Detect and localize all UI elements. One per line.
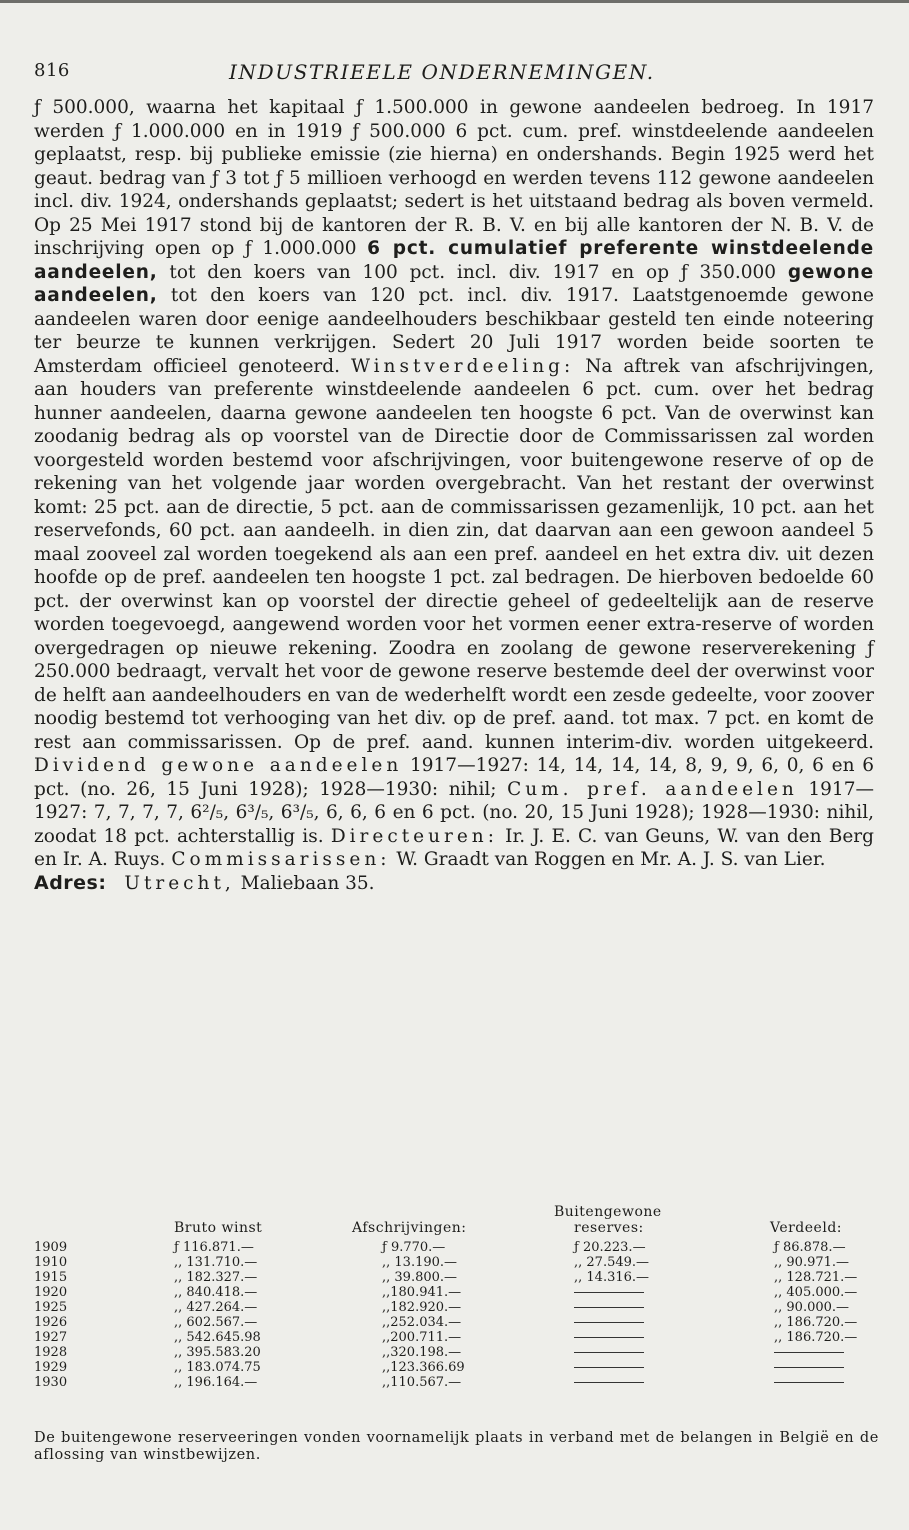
empty-dash: [774, 1367, 844, 1368]
bold-pref-shares: 6 pct. cumulatief preferente winstdeelende aandeelen,: [34, 238, 874, 283]
label-dividend: Dividend gewone aandeelen: [34, 755, 403, 776]
cell-year: 1915: [34, 1270, 68, 1285]
empty-dash: [774, 1382, 844, 1383]
table-row: [34, 1285, 879, 1300]
address-line: [34, 872, 874, 896]
cell-afschrijvingen: ,,123.366.69: [382, 1360, 465, 1375]
text-p7: Ir. J. E. C. van Geuns, W. van den Berg en Ir. A. Ruys.: [34, 825, 874, 870]
cell-bruto-winst: ,, 182.327.—: [174, 1270, 258, 1285]
cell-bruto-winst: ,, 542.645.98: [174, 1330, 261, 1345]
cell-reserves: ƒ 20.223.—: [574, 1240, 646, 1255]
header-bruto-winst: Bruto winst: [174, 1220, 263, 1236]
cell-verdeeld: [774, 1345, 844, 1360]
label-directeuren: Directeuren:: [330, 825, 498, 847]
page-number: 816: [34, 60, 70, 81]
address-label: Adres:: [34, 871, 107, 894]
cell-bruto-winst: ,, 196.164.—: [174, 1375, 258, 1390]
cell-year: 1927: [34, 1330, 68, 1345]
bold-common-shares: gewone aandeelen,: [34, 261, 874, 306]
cell-verdeeld: [774, 1375, 844, 1390]
cell-afschrijvingen: ,,252.034.—: [382, 1315, 462, 1330]
cell-year: 1928: [34, 1345, 68, 1360]
footnote: De buitengewone reserveeringen vonden voornamelijk plaats in verband met de belangen in België en de aflossing van winstbewijzen.: [34, 1430, 879, 1463]
cell-verdeeld: ,, 90.971.—: [774, 1255, 850, 1270]
cell-bruto-winst: ,, 183.074.75: [174, 1360, 261, 1375]
empty-dash: [574, 1352, 644, 1353]
cell-verdeeld: [774, 1360, 844, 1375]
cell-bruto-winst: ,, 395.583.20: [174, 1345, 261, 1360]
header-reserves: reserves:: [574, 1220, 644, 1236]
body-text: [34, 96, 874, 895]
cell-verdeeld: ƒ 86.878.—: [774, 1240, 846, 1255]
cell-afschrijvingen: ƒ 9.770.—: [382, 1240, 446, 1255]
cell-bruto-winst: ƒ 116.871.—: [174, 1240, 254, 1255]
cell-year: 1930: [34, 1375, 68, 1390]
cell-bruto-winst: ,, 840.418.—: [174, 1285, 258, 1300]
cell-reserves: ,, 27.549.—: [574, 1255, 650, 1270]
text-p1: ƒ 500.000, waarna het kapitaal ƒ 1.500.000 in gewone aandeelen bedroeg. In 1917 werden ƒ 1.000.000 en in 1919 ƒ 500.000 6 pct. cum. pref. winstdeelende aandeelen geplaatst, resp. bij publieke emissie (zie hierna) en ondershands. Begin 1925 werd het geaut. bedrag van ƒ 3 tot ƒ 5 millioen verhoogd en werden tevens 112 gewone aandeelen incl. div. 1924, ondershands geplaatst; sedert is het uitstaand bedrag als boven vermeld. Op 25 Mei 1917 stond bij de kantoren der R. B. V. en bij alle kantoren der N. B. V. de inschrijving open op ƒ 1.000.000: [34, 97, 874, 259]
cell-afschrijvingen: ,,182.920.—: [382, 1300, 462, 1315]
label-cum-pref: Cum. pref. aandeelen: [507, 778, 798, 800]
table-row: [34, 1375, 879, 1390]
cell-reserves: [574, 1315, 644, 1330]
table-row: [34, 1360, 879, 1375]
table-row: [34, 1270, 879, 1285]
cell-afschrijvingen: ,,200.711.—: [382, 1330, 462, 1345]
table-row: [34, 1330, 879, 1345]
cell-year: 1929: [34, 1360, 68, 1375]
cell-year: 1920: [34, 1285, 68, 1300]
main-paragraph: [34, 96, 874, 872]
cell-afschrijvingen: ,, 39.800.—: [382, 1270, 458, 1285]
text-p6: 1917—1927: 7, 7, 7, 7, 6²/₅, 6³/₅, 6³/₅, 6, 6, 6 en 6 pct. (no. 20, 15 Juni 1928); 1928—1930: nihil, zoodat 18 pct. achterstallig is.: [34, 778, 874, 847]
label-commissarissen: Commissarissen:: [171, 849, 391, 870]
cell-reserves: [574, 1345, 644, 1360]
empty-dash: [574, 1322, 644, 1323]
address-city: Utrecht,: [124, 872, 235, 894]
cell-verdeeld: ,, 186.720.—: [774, 1330, 858, 1345]
cell-afschrijvingen: ,,320.198.—: [382, 1345, 462, 1360]
address-street: Maliebaan 35.: [240, 872, 375, 894]
empty-dash: [574, 1292, 644, 1293]
cell-afschrijvingen: ,, 13.190.—: [382, 1255, 458, 1270]
header-afschrijvingen: Afschrijvingen:: [352, 1220, 467, 1236]
cell-bruto-winst: ,, 427.264.—: [174, 1300, 258, 1315]
cell-verdeeld: ,, 90.000.—: [774, 1300, 850, 1315]
empty-dash: [574, 1367, 644, 1368]
cell-year: 1910: [34, 1255, 68, 1270]
header-verdeeld: Verdeeld:: [770, 1220, 842, 1236]
cell-year: 1925: [34, 1300, 68, 1315]
empty-dash: [574, 1382, 644, 1383]
table-row: [34, 1255, 879, 1270]
cell-afschrijvingen: ,,110.567.—: [382, 1375, 462, 1390]
cell-reserves: [574, 1300, 644, 1315]
empty-dash: [574, 1307, 644, 1308]
cell-bruto-winst: ,, 131.710.—: [174, 1255, 258, 1270]
cell-reserves: [574, 1360, 644, 1375]
label-winstverdeeling: Winstverdeeling:: [350, 355, 575, 377]
header-buitengewone: Buitengewone: [554, 1204, 662, 1220]
cell-bruto-winst: ,, 602.567.—: [174, 1315, 258, 1330]
page-header: [34, 60, 874, 88]
cell-year: 1926: [34, 1315, 68, 1330]
empty-dash: [574, 1337, 644, 1338]
cell-verdeeld: ,, 186.720.—: [774, 1315, 858, 1330]
text-p3: tot den koers van 120 pct. incl. div. 1917. Laatstgenoemde gewone aandeelen waren door eenige aandeelhouders beschikbaar gesteld ten einde noteering ter beurze te kunnen verkrijgen. Sedert 20 Juli 1917 worden beide soorten te Amsterdam officieel genoteerd.: [34, 285, 874, 377]
cell-reserves: [574, 1285, 644, 1300]
top-rule: [0, 0, 909, 3]
cell-afschrijvingen: ,,180.941.—: [382, 1285, 462, 1300]
running-title: INDUSTRIEELE ONDERNEMINGEN.: [229, 60, 655, 84]
cell-verdeeld: ,, 128.721.—: [774, 1270, 858, 1285]
empty-dash: [774, 1352, 844, 1353]
text-p5: 1917—1927: 14, 14, 14, 14, 8, 9, 9, 6, 0, 6 en 6 pct. (no. 26, 15 Juni 1928); 1928—1930: nihil;: [34, 755, 874, 800]
cell-verdeeld: ,, 405.000.—: [774, 1285, 858, 1300]
cell-reserves: ,, 14.316.—: [574, 1270, 650, 1285]
table-row: [34, 1315, 879, 1330]
table-row: [34, 1300, 879, 1315]
cell-reserves: [574, 1330, 644, 1345]
cell-year: 1909: [34, 1240, 68, 1255]
text-p4: Na aftrek van afschrijvingen, aan houders van preferente winstdeelende aandeelen 6 pct. cum. over het bedrag hunner aandeelen, daarna gewone aandeelen ten hoogste 6 pct. Van de overwinst kan zoodanig bedrag als op voorstel van de Directie door de Commissarissen zal worden voorgesteld worden bestemd voor afschrijvingen, voor buitengewone reserve of op de rekening van het volgende jaar worden overgebracht. Van het restant der overwinst komt: 25 pct. aan de directie, 5 pct. aan de commissarissen gezamenlijk, 10 pct. aan het reservefonds, 60 pct. aan aandeelh. in dien zin, dat daarvan aan een gewoon aandeel 5 maal zooveel zal worden toegekend als aan een pref. aandeel en het extra div. uit dezen hoofde op de pref. aandeelen ten hoogste 1 pct. zal bedragen. De hierboven bedoelde 60 pct. der overwinst kan op voorstel der directie geheel of gedeeltelijk aan de reserve worden toegevoegd, aangewend worden voor het vormen eener extra-reserve of worden overgedragen op nieuwe rekening. Zoodra en zoolang de gewone reserverekening ƒ 250.000 bedraagt, vervalt het voor de gewone reserve bestemde deel der overwinst voor de helft aan aandeelhouders en van de wederhelft wordt een zesde gedeelte, voor zoover noodig bestemd tot verhooging van het div. op de pref. aand. tot max. 7 pct. en komt de rest aan commissarissen. Op de pref. aand. kunnen interim-div. worden uitgekeerd.: [34, 355, 874, 753]
text-p8: W. Graadt van Roggen en Mr. A. J. S. van Lier.: [396, 849, 826, 870]
table-row: [34, 1345, 879, 1360]
table-row: [34, 1240, 879, 1255]
cell-reserves: [574, 1375, 644, 1390]
text-p2: tot den koers van 100 pct. incl. div. 1917 en op ƒ 350.000: [169, 261, 777, 283]
